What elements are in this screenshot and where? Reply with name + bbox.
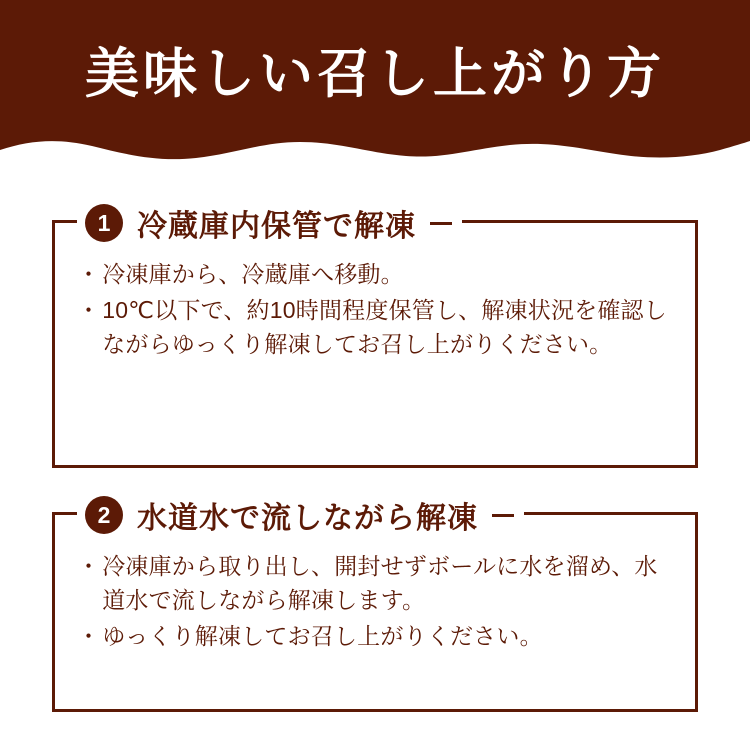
list-item [77, 257, 673, 291]
step-number-badge-1: 1 [85, 204, 123, 242]
bullet-list-2 [77, 549, 673, 653]
page-title: 美味しい召し上がり方 [85, 41, 665, 105]
bullet-text: 冷凍庫から取り出し、開封せずボールに水を溜め、水道水で流しながら解凍します。 [102, 553, 658, 614]
list-item [77, 549, 673, 617]
list-item [77, 293, 673, 361]
section-header-1 [77, 200, 462, 246]
bullet-marker-icon: ・ [77, 553, 101, 579]
bullet-text: 10℃以下で、約10時間程度保管し、解凍状況を確認しながらゆっくり解凍してお召し上がりください。 [102, 297, 667, 358]
bullet-text: 冷凍庫から、冷蔵庫へ移動。 [102, 261, 404, 287]
instruction-section-2 [52, 501, 698, 712]
content-area [0, 209, 750, 712]
list-item [77, 619, 673, 653]
title-rule-1 [430, 222, 452, 225]
title-rule-2 [492, 514, 514, 517]
wave-divider-icon [0, 136, 750, 168]
bullet-list-1 [77, 257, 673, 361]
step-number-badge-2: 2 [85, 496, 123, 534]
section-header-2 [77, 492, 524, 538]
section-title-2: 水道水で流しながら解凍 [137, 502, 478, 535]
section-title-1: 冷蔵庫内保管で解凍 [137, 210, 416, 243]
header-banner [0, 0, 750, 168]
bullet-marker-icon: ・ [77, 261, 101, 287]
bullet-marker-icon: ・ [77, 297, 101, 324]
instruction-section-1 [52, 209, 698, 468]
bullet-text: ゆっくり解凍してお召し上がりください。 [102, 623, 543, 650]
bullet-marker-icon: ・ [77, 623, 101, 650]
